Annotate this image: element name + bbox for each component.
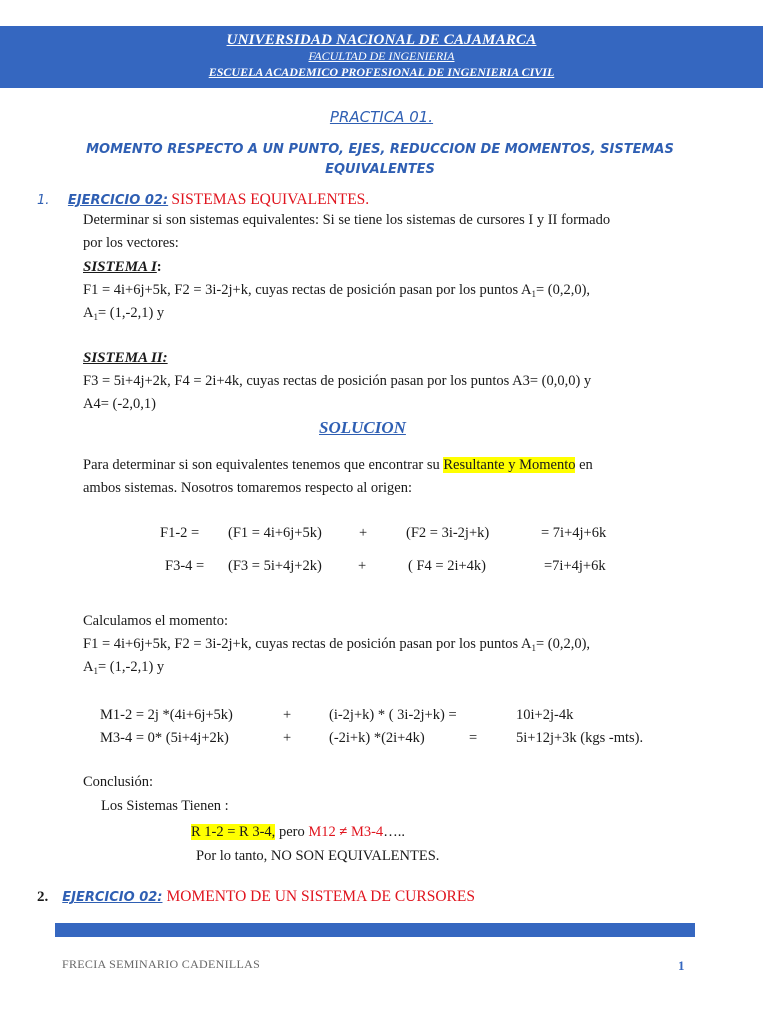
footer-divider [55, 923, 695, 937]
moment-intro: Calculamos el momento: [83, 613, 228, 629]
moment2-lhs: M3-4 = 0* (5i+4j+2k) [100, 730, 229, 746]
point-label: A [83, 305, 94, 321]
moment-point2: = (1,-2,1) y [97, 659, 165, 675]
resultant2-result: =7i+4j+6k [544, 558, 606, 574]
highlighted-text: Resultante y Momento [443, 457, 576, 473]
system1-line2 [83, 302, 164, 329]
moment-forces: F1 = 4i+6j+5k, F2 = 3i-2j+k, cuyas rectas de posición pasan por los puntos A [83, 636, 532, 652]
solution-text: Para determinar si son equivalentes tenemos que encontrar su [83, 457, 444, 473]
moment-line2 [83, 656, 164, 683]
school-name: ESCUELA ACADEMICO PROFESIONAL DE INGENIERIA CIVIL [208, 65, 555, 79]
conjunction: pero [275, 824, 309, 840]
resultant2-lhs: F3-4 = [165, 558, 205, 574]
exercise1-intro-line1: Determinar si son sistemas equivalentes: Si se tiene los sistemas de cursores I y II formado [83, 212, 611, 228]
exercise2-title: MOMENTO DE UN SISTEMA DE CURSORES [166, 888, 475, 905]
resultant2-plus: + [358, 558, 367, 574]
not-equal-symbol: ≠ [335, 824, 351, 840]
resultant2-term2: ( F4 = 2i+4k) [408, 558, 486, 574]
system2-line1: F3 = 5i+4j+2k, F4 = 2i+4k, cuyas rectas de posición pasan por los puntos A3= (0,0,0) y [83, 373, 592, 389]
footer-author: FRECIA SEMINARIO CADENILLAS [62, 957, 261, 971]
system1-point2: = (1,-2,1) y [97, 305, 165, 321]
moment2-term2: (-2i+k) *(2i+4k) [329, 730, 425, 746]
system2-heading [83, 347, 168, 370]
system2-title: SISTEMA II: [83, 350, 168, 366]
practice-title: PRACTICA 01. [329, 108, 434, 126]
document-header [0, 26, 763, 88]
solution-text: en [575, 457, 593, 473]
system1-forces: F1 = 4i+6j+5k, F2 = 3i-2j+k, cuyas rectas de posición pasan por los puntos A [83, 282, 532, 298]
exercise1-label: EJERCICIO 02: [67, 193, 169, 208]
moment2-result: 5i+12j+3k (kgs -mts). [516, 730, 644, 746]
subscript: 1 [93, 666, 98, 676]
exercise1-intro-line2: por los vectores: [83, 235, 179, 251]
solution-title: SOLUCION [319, 418, 406, 437]
moment2-equals: = [469, 730, 478, 746]
moment-m34: M3-4 [350, 824, 384, 840]
system1-colon: : [156, 259, 162, 275]
system2-line2: A4= (-2,0,1) [83, 396, 157, 412]
faculty-name: FACULTAD DE INGENIERIA [308, 49, 455, 63]
exercise2-heading [37, 888, 475, 906]
university-name: UNIVERSIDAD NACIONAL DE CAJAMARCA [226, 32, 537, 48]
solution-paragraph-line1 [83, 454, 593, 477]
resultant2-term1: (F3 = 5i+4j+2k) [228, 558, 322, 574]
conclusion-comparison [191, 821, 405, 844]
moment1-plus: + [283, 707, 292, 723]
exercise1-number: 1. [37, 193, 50, 208]
final-conclusion: Por lo tanto, NO SON EQUIVALENTES. [196, 848, 440, 864]
solution-paragraph-line2: ambos sistemas. Nosotros tomaremos respecto al origen: [83, 480, 413, 496]
point-label: A [83, 659, 94, 675]
exercise2-label: EJERCICIO 02: [62, 890, 163, 905]
practice-subtitle: MOMENTO RESPECTO A UN PUNTO, EJES, REDUCCION DE MOMENTOS, SISTEMAS EQUIVALENTES [86, 142, 674, 177]
moment-m12: M12 [308, 824, 336, 840]
resultant1-result: = 7i+4j+6k [541, 525, 607, 541]
resultant1-term1: (F1 = 4i+6j+5k) [228, 525, 322, 541]
resultant-equality: R 1-2 = R 3-4, [191, 824, 276, 840]
subscript: 1 [531, 643, 536, 653]
exercise1-heading [37, 191, 369, 209]
ellipsis: ….. [383, 824, 405, 840]
resultant1-plus: + [359, 525, 368, 541]
resultant1-lhs: F1-2 = [160, 525, 200, 541]
moment2-plus: + [283, 730, 292, 746]
system1-title: SISTEMA I [83, 259, 157, 275]
conclusion-label: Conclusión: [83, 774, 154, 790]
subscript: 1 [531, 289, 536, 299]
exercise2-number: 2. [37, 889, 49, 905]
system1-heading [83, 256, 162, 279]
resultant1-term2: (F2 = 3i-2j+k) [406, 525, 490, 541]
moment-point1: = (0,2,0), [535, 636, 591, 652]
system1-point1: = (0,2,0), [535, 282, 591, 298]
page-number: 1 [678, 958, 685, 973]
conclusion-line1: Los Sistemas Tienen : [101, 798, 229, 814]
subscript: 1 [93, 312, 98, 322]
exercise1-title: SISTEMAS EQUIVALENTES. [171, 191, 370, 208]
moment1-lhs: M1-2 = 2j *(4i+6j+5k) [100, 707, 233, 723]
moment1-result: 10i+2j-4k [516, 707, 574, 723]
moment1-term2: (i-2j+k) * ( 3i-2j+k) = [329, 707, 457, 723]
